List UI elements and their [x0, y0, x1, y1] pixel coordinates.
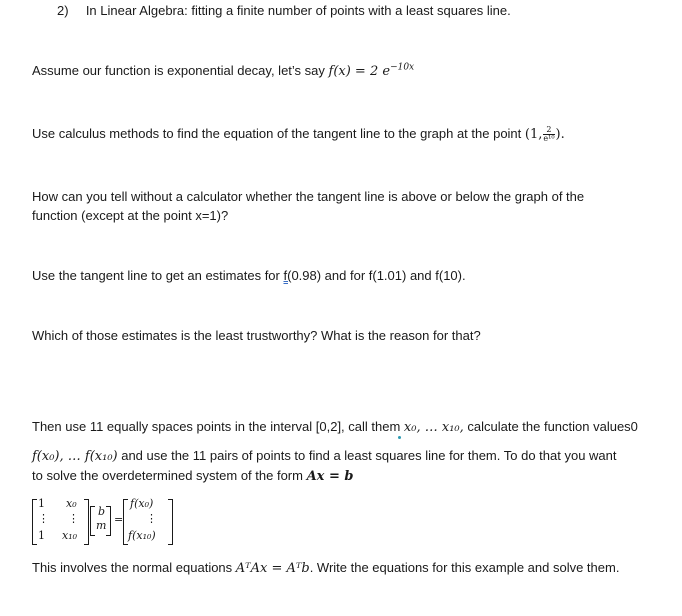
- paragraph-trustworthy: Which of those estimates is the least trustworthy? What is the reason for that?: [32, 328, 481, 343]
- question-number: 2): [57, 3, 69, 18]
- paragraph-normal-equations: This involves the normal equations AᵀAx = Aᵀb. Write the equations for this example and solve them.: [32, 560, 620, 576]
- cursor-marker: [398, 436, 401, 439]
- paragraph-least-squares-line3: to solve the overdetermined system of the form Ax = b: [32, 468, 354, 484]
- paragraph-above-below: How can you tell without a calculator whether the tangent line is above or below the graph of the function (except at the point x=1)?: [32, 189, 585, 223]
- spellcheck-flagged-text: f(: [283, 268, 292, 283]
- question-heading: [57, 2, 511, 19]
- matrix-equation: 1 x₀ ⋮ ⋮ 1 x₁₀ b m = f(x₀) ⋮ f(x₁₀): [32, 498, 192, 548]
- paragraph-tangent-line: Use calculus methods to find the equation of the tangent line to the graph at the point (1, $\frac{2}{\text{e¹⁰}}$ ).: [32, 125, 565, 143]
- paragraph-estimates: Use the tangent line to get an estimates for f(0.98) and for f(1.01) and f(10).: [32, 268, 466, 283]
- paragraph-least-squares-line2: f(x₀), … f(x₁₀) and use the 11 pairs of points to find a least squares line for them. To do that you want: [32, 448, 617, 464]
- paragraph-least-squares-line1: Then use 11 equally spaces points in the interval [0,2], call them x₀, … x₁₀, calculate the function values0: [32, 419, 638, 435]
- paragraph-function-definition: Assume our function is exponential decay, let’s say f(x) = 2 $e^{-10x}$: [32, 62, 415, 79]
- tangent-point: (1, $\frac{2}{\text{e¹⁰}}$ ).: [524, 125, 565, 143]
- function-formula: f(x) = 2 $e^{-10x}$: [328, 62, 415, 79]
- question-title: In Linear Algebra: fitting a finite number of points with a least squares line.: [85, 3, 511, 18]
